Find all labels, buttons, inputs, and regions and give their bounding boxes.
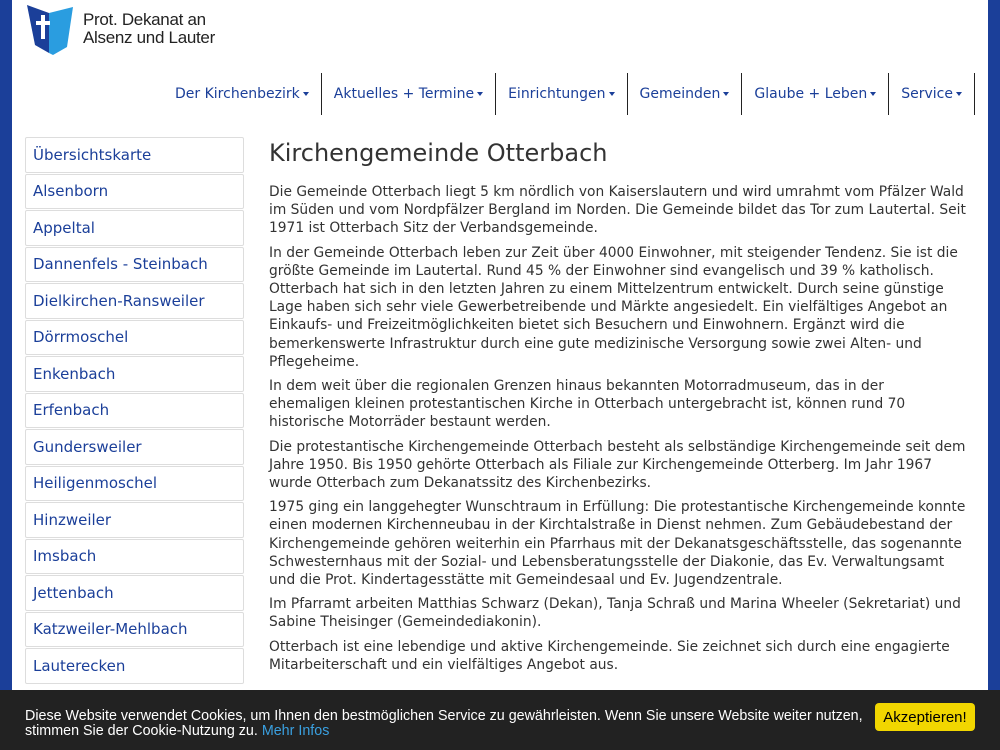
sidebar-item[interactable]: Alsenborn — [25, 174, 244, 210]
sidebar-item[interactable]: Lauterecken — [25, 648, 244, 684]
logo[interactable] — [27, 3, 215, 55]
sidebar-item[interactable]: Hinzweiler — [25, 502, 244, 538]
sidebar-item[interactable]: Übersichtskarte — [25, 137, 244, 173]
nav-label: Gemeinden — [639, 86, 721, 102]
nav-label: Einrichtungen — [508, 86, 606, 102]
more-info-link[interactable]: Mehr Infos — [261, 723, 330, 739]
paragraph: Die protestantische Kirchengemeinde Otterbach besteht als selbständige Kirchengemeinde seit dem Jahre 1950. Bis 1950 gehörte Otterbach als Filiale zur Kirchengemeinde Otterberg. Im Jahr 1967 wurde Otterbach zum Dekanatssitz des Kirchenbezirks. — [269, 438, 966, 492]
nav-label: Glaube + Leben — [754, 86, 868, 102]
main-nav — [163, 73, 975, 115]
sidebar-item[interactable]: Dörrmoschel — [25, 320, 244, 356]
cookie-banner — [0, 690, 1000, 750]
page — [12, 0, 988, 750]
sidebar-item[interactable]: Dannenfels - Steinbach — [25, 247, 244, 283]
cookie-text — [25, 709, 865, 739]
sidebar-item[interactable]: Gundersweiler — [25, 429, 244, 465]
sidebar-item[interactable]: Imsbach — [25, 539, 244, 575]
caret-down-icon — [477, 92, 483, 96]
nav-item[interactable] — [322, 73, 496, 115]
caret-down-icon — [609, 92, 615, 96]
page-title: Kirchengemeinde Otterbach — [269, 139, 608, 167]
nav-item[interactable] — [889, 73, 975, 115]
sidebar-item[interactable]: Erfenbach — [25, 393, 244, 429]
sidebar-item[interactable]: Dielkirchen-Ransweiler — [25, 283, 244, 319]
nav-label: Aktuelles + Termine — [333, 86, 475, 102]
logo-line-2: Alsenz und Lauter — [83, 28, 215, 47]
nav-item[interactable] — [742, 73, 889, 115]
nav-item[interactable] — [496, 73, 627, 115]
caret-down-icon — [870, 92, 876, 96]
sidebar — [25, 137, 244, 685]
paragraph: 1975 ging ein langgehegter Wunschtraum in Erfüllung: Die protestantische Kirchengemeinde konnte einen modernen Kirchenneubau in der Kirchtalstraße in Dienst nehmen. Zum Gebäudebestand der Kirchengemeinde gehören weiterhin ein Pfarrhaus mit der Dekanatsgeschäftsstelle, das sogenannte Schwesternhaus mit der Sozial- und Lebensberatungsstelle der Diakonie, das Ev. Verwaltungsamt und die Prot. Kindertagesstätte mit Gemeindesaal und Ev. Jugendzentrale. — [269, 499, 966, 589]
caret-down-icon — [723, 92, 729, 96]
cookie-message: Diese Website verwendet Cookies, um Ihnen den bestmöglichen Service zu gewährleisten. Wenn Sie unsere Website weiter nutzen, stimmen Sie der Cookie-Nutzung zu. — [25, 708, 863, 739]
logo-line-1: Prot. Dekanat an — [83, 10, 206, 29]
nav-label: Service — [901, 86, 953, 102]
nav-item[interactable] — [163, 73, 322, 115]
paragraph: In dem weit über die regionalen Grenzen hinaus bekannten Motorradmuseum, das in der ehemaligen kleinen protestantischen Kirche in Otterbach untergebracht ist, können rund 70 historische Motorräder bestaunt werden. — [269, 378, 906, 431]
sidebar-item[interactable]: Katzweiler-Mehlbach — [25, 612, 244, 648]
nav-label: Der Kirchenbezirk — [175, 86, 300, 102]
logo-text — [83, 11, 215, 47]
nav-item[interactable] — [628, 73, 743, 115]
sidebar-item[interactable]: Heiligenmoschel — [25, 466, 244, 502]
paragraph: Otterbach ist eine lebendige und aktive Kirchengemeinde. Sie zeichnet sich durch eine engagierte Mitarbeiterschaft und ein vielfältiges Angebot aus. — [269, 638, 950, 673]
paragraph: In der Gemeinde Otterbach leben zur Zeit über 4000 Einwohner, mit steigender Tendenz. Sie ist die größte Gemeinde im Lautertal. Rund 45 % der Einwohner sind evangelisch und 39 % katholisch. Otterbach hat sich in den letzten Jahren zu einem Mittelzentrum entwickelt. Durch seine günstige Lage haben sich sehr viele Gewerbetreibende und Märkte angesiedelt. Ein vielfältiges Angebot an Einkaufs- und Freizeitmöglichkeiten bietet sich Besuchern und Einwohnern. Ergänzt wird die bemerkenswerte Infrastruktur durch eine gute medizinische Versorgung sowie zwei Alten- und Pflegeheime. — [269, 244, 958, 370]
main-content — [269, 137, 969, 680]
caret-down-icon — [956, 92, 962, 96]
sidebar-item[interactable]: Jettenbach — [25, 575, 244, 611]
paragraph: Die Gemeinde Otterbach liegt 5 km nördlich von Kaiserslautern und wird umrahmt vom Pfälzer Wald im Süden und vom Nordpfälzer Bergland im Norden. Die Gemeinde bildet das Tor zum Lautertal. Seit 1971 ist Otterbach Sitz der Verbandsgemeinde. — [269, 184, 966, 237]
sidebar-item[interactable]: Enkenbach — [25, 356, 244, 392]
accept-cookies-button[interactable]: Akzeptieren! — [875, 703, 975, 731]
logo-cross-icon — [27, 3, 75, 55]
sidebar-item[interactable]: Appeltal — [25, 210, 244, 246]
paragraph: Im Pfarramt arbeiten Matthias Schwarz (Dekan), Tanja Schraß und Marina Wheeler (Sekretariat) und Sabine Theisinger (Gemeindediakonin). — [269, 596, 961, 631]
caret-down-icon — [303, 92, 309, 96]
